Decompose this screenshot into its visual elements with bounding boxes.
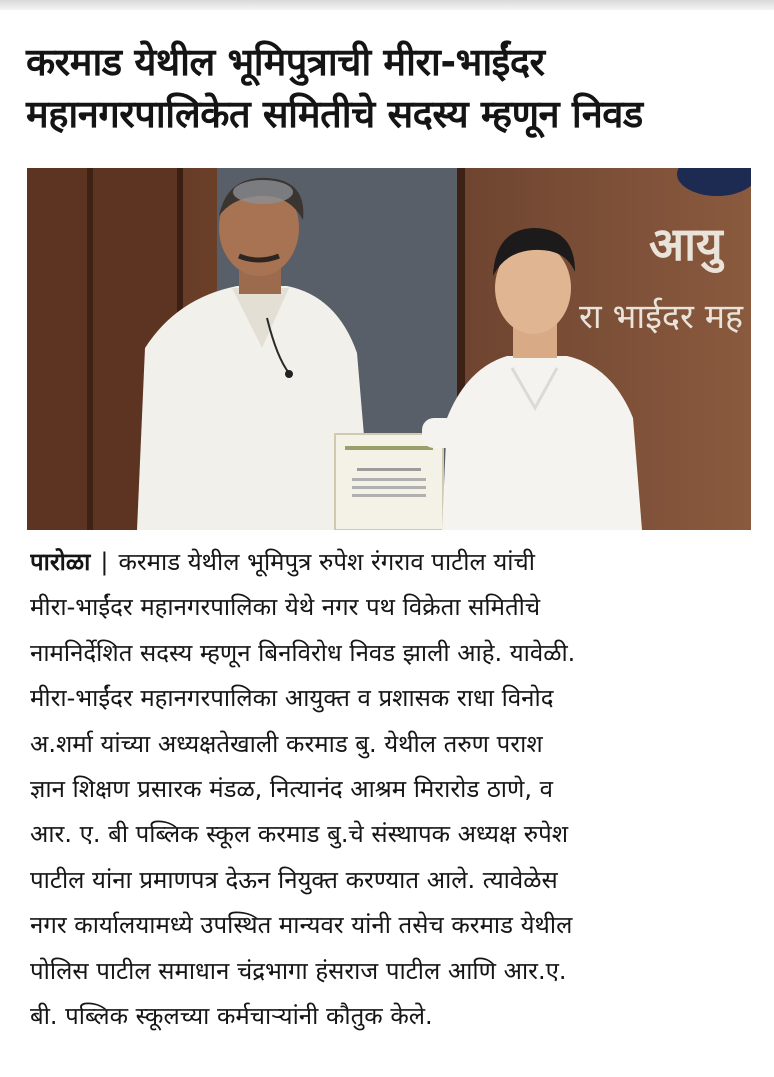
article-line-3: नामनिर्देशित सदस्य म्हणून बिनविरोध निवड झाली आहे. यावेळी. [30, 638, 576, 667]
article-line-2: मीरा-भाईंदर महानगरपालिका येथे नगर पथ विक्रेता समितीचे [30, 593, 541, 622]
certificate [335, 434, 443, 530]
dateline-separator: | [100, 548, 109, 576]
article-line-9: नगर कार्यालयामध्ये उपस्थित मान्यवर यांनी तसेच करमाड येथील [30, 911, 573, 940]
news-photo [27, 168, 751, 530]
article-line-6: ज्ञान शिक्षण प्रसारक मंडळ, नित्यानंद आश्रम मिरारोड ठाणे, व [30, 775, 553, 804]
headline-line-1: करमाड येथील भूमिपुत्राची मीरा-भाईंदर [26, 40, 545, 84]
headline [26, 36, 750, 140]
article-line-4: मीरा-भाईंदर महानगरपालिका आयुक्त व प्रशासक राधा विनोद [30, 684, 554, 713]
headline-line-2: महानगरपालिकेत समितीचे सदस्य म्हणून निवड [26, 92, 643, 136]
top-edge-strip [0, 0, 774, 10]
article-line-11: बी. पब्लिक स्कूलच्या कर्मचाऱ्यांनी कौतुक केले. [30, 1002, 433, 1031]
article-line-10: पोलिस पाटील समाधान चंद्रभागा हंसराज पाटील आणि आर.ए. [30, 956, 567, 985]
dateline: पारोळा [30, 548, 91, 576]
article-line-7: आर. ए. बी पब्लिक स्कूल करमाड बु.चे संस्थापक अध्यक्ष रुपेश [30, 820, 569, 849]
article-line-8: पाटील यांना प्रमाणपत्र देऊन नियुक्त करण्यात आले. त्यावेळेस [30, 865, 558, 894]
photo-illustration [27, 168, 751, 530]
article-body [30, 540, 752, 1039]
wall-text-lower: रा भाईदर मह [579, 297, 744, 337]
wall-text-upper: आयु [649, 217, 723, 271]
article-line-5: अ.शर्मा यांच्या अध्यक्षतेखाली करमाड बु. येथील तरुण पराश [30, 729, 543, 758]
article-line-1 [30, 540, 752, 585]
article-line-1-text: करमाड येथील भूमिपुत्र रुपेश रंगराव पाटील यांची [118, 548, 535, 576]
